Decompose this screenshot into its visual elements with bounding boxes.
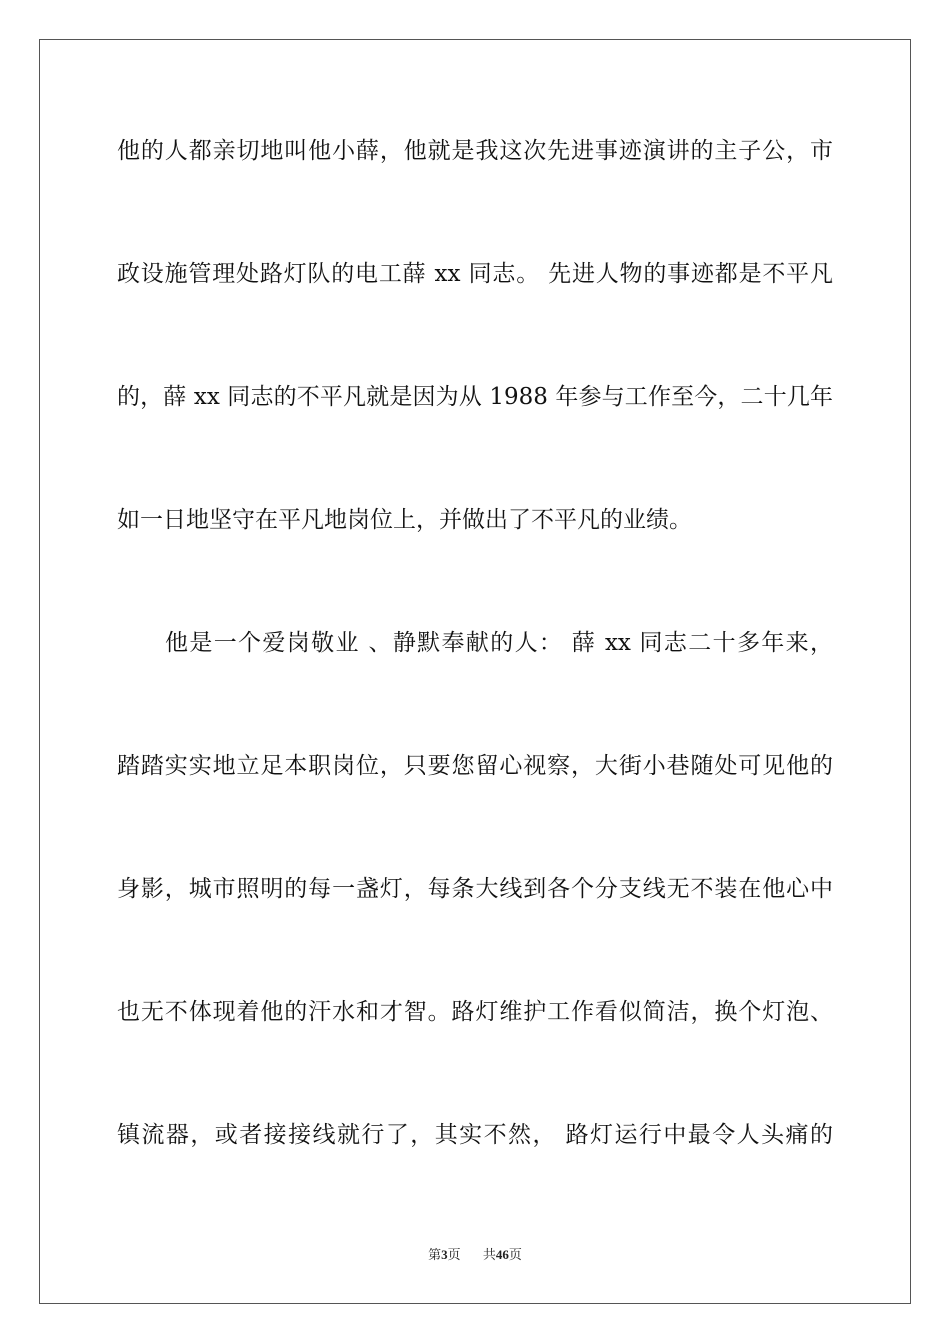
text-line-5: 他是一个爱岗敬业 、静默奉献的人： 薛 xx 同志二十多年来， (165, 630, 833, 656)
page-number-indicator (428, 1246, 461, 1265)
total-pages-indicator (483, 1246, 522, 1265)
page-prefix: 第 (428, 1248, 442, 1263)
total-pages: 46 (495, 1247, 509, 1262)
text-line-7: 身影，城市照明的每一盏灯，每条大线到各个分支线无不装在他心中 (117, 876, 833, 902)
total-suffix: 页 (508, 1248, 522, 1263)
text-line-2: 政设施管理处路灯队的电工薛 xx 同志。 先进人物的事迹都是不平凡 (117, 261, 833, 287)
text-line-6: 踏踏实实地立足本职岗位，只要您留心视察，大街小巷随处可见他的 (117, 753, 833, 779)
text-line-4: 如一日地坚守在平凡地岗位上，并做出了不平凡的业绩。 (117, 507, 692, 533)
text-line-8: 也无不体现着他的汗水和才智。路灯维护工作看似简洁，换个灯泡、 (117, 999, 833, 1025)
text-line-9: 镇流器，或者接接线就行了，其实不然， 路灯运行中最令人头痛的 (117, 1122, 833, 1148)
text-line-3: 的，薛 xx 同志的不平凡就是因为从 1988 年参与工作至今，二十几年 (117, 384, 833, 410)
page-number: 3 (441, 1247, 448, 1262)
page-suffix: 页 (447, 1248, 461, 1263)
total-prefix: 共 (482, 1248, 496, 1263)
page-border (39, 39, 911, 1304)
text-line-1: 他的人都亲切地叫他小薛，他就是我这次先进事迹演讲的主子公，市 (117, 138, 833, 164)
page-footer (0, 1246, 950, 1265)
